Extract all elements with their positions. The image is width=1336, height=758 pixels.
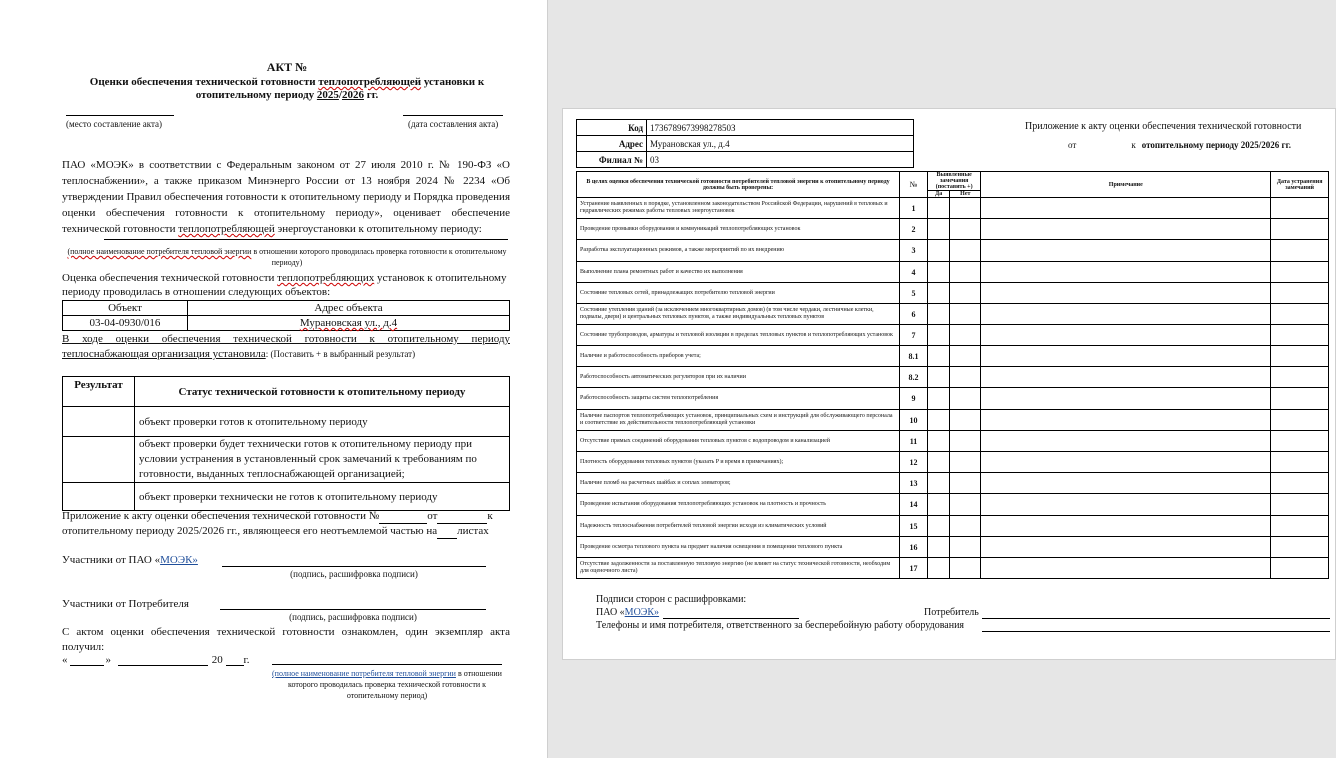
no-header: Нет [950, 191, 981, 198]
check-item-number: 13 [900, 473, 928, 494]
check-date-cell[interactable] [1271, 431, 1329, 452]
check-date-cell[interactable] [1271, 367, 1329, 388]
date-century: 20 [211, 654, 223, 666]
check-yes-cell[interactable] [928, 325, 950, 346]
consumer-note-a: (полное наименование потребителя тепловой энергии [67, 247, 252, 256]
check-item-number: 8.1 [900, 346, 928, 367]
check-yes-cell[interactable] [928, 431, 950, 452]
check-no-cell[interactable] [950, 516, 981, 537]
check-date-cell[interactable] [1271, 240, 1329, 262]
check-note-cell[interactable] [981, 494, 1271, 516]
check-note-cell[interactable] [981, 367, 1271, 388]
check-item-text: Работоспособность автоматических регуляторов при их наличии [577, 367, 900, 388]
checklist-row [577, 537, 1329, 558]
act-page [0, 0, 548, 758]
check-no-cell[interactable] [950, 283, 981, 304]
check-yes-cell[interactable] [928, 537, 950, 558]
num-header: № [900, 172, 928, 198]
result-mark-cell-3[interactable] [63, 483, 135, 511]
result-note: : (Поставить + в выбранный результат) [265, 349, 416, 359]
code-label: Код [577, 120, 647, 136]
check-item-text: Наличие паспортов теплопотребляющих установок, принципиальных схем и инструкций для обслуживающего персонала и соответствие их действительности теплопотребляющей установки [577, 410, 900, 431]
receipt-year-field[interactable] [226, 665, 244, 666]
note-header: Примечание [981, 172, 1271, 198]
check-date-cell[interactable] [1271, 516, 1329, 537]
check-item-text: Разработка эксплуатационных режимов, а также мероприятий по их внедрению [577, 240, 900, 262]
check-note-cell[interactable] [981, 388, 1271, 410]
object-address-cell [188, 316, 510, 331]
receipt-day-field[interactable] [70, 665, 104, 666]
branch-label: Филиал № [577, 152, 647, 168]
check-note-cell[interactable] [981, 558, 1271, 579]
check-yes-cell[interactable] [928, 240, 950, 262]
date-label: (дата составления акта) [408, 119, 499, 129]
check-item-number: 10 [900, 410, 928, 431]
date-year-suffix: г. [243, 654, 250, 666]
checklist-row [577, 262, 1329, 283]
check-date-cell[interactable] [1271, 473, 1329, 494]
check-date-cell[interactable] [1271, 198, 1329, 219]
receipt-month-field[interactable] [118, 665, 208, 666]
objects-text: Оценка обеспечения технической готовности [62, 272, 278, 284]
status-header: Статус технической готовности к отопительному периоду [135, 377, 510, 407]
check-note-cell[interactable] [981, 325, 1271, 346]
result-row [63, 483, 510, 511]
check-date-cell[interactable] [1271, 346, 1329, 367]
participants-moek-org: МОЭК» [160, 554, 198, 566]
consumer-name-note [62, 246, 512, 268]
appendix-sub-to: к [1131, 140, 1136, 150]
check-no-cell[interactable] [950, 388, 981, 410]
receipt-date-line [62, 654, 250, 666]
phones-line[interactable] [982, 631, 1330, 632]
check-item-text: Наличие пломб на расчетных шайбах и соплах элеваторов; [577, 473, 900, 494]
status-cell-3: объект проверки технически не готов к отопительному периоду [135, 483, 510, 511]
check-date-cell[interactable] [1271, 325, 1329, 346]
check-no-cell[interactable] [950, 431, 981, 452]
check-date-cell[interactable] [1271, 537, 1329, 558]
check-note-cell[interactable] [981, 452, 1271, 473]
intro-text: ПАО «МОЭК» в соответствии с Федеральным законом от 27 июля 2010 г. № 190-ФЗ «О теплоснабжении», а также приказом Минэнерго России от 13 ноября 2024 № 2234 «Об утверждении Правил обеспечения готовности к отопительному периоду и Порядка проведения оценки обеспечения готовности к отопительному периоду», оценивает обеспечение технической готовности [62, 159, 510, 235]
consumer-name-line[interactable] [104, 239, 508, 240]
check-yes-cell[interactable] [928, 219, 950, 240]
check-date-cell[interactable] [1271, 410, 1329, 431]
checklist-row [577, 367, 1329, 388]
check-yes-cell[interactable] [928, 410, 950, 431]
check-no-cell[interactable] [950, 558, 981, 579]
consumer-signature-label: (подпись, расшифровка подписи) [289, 612, 417, 622]
check-item-text: Проведение осмотра теплового пункта на предмет наличия освещения в помещении теплового пункта [577, 537, 900, 558]
check-yes-cell[interactable] [928, 494, 950, 516]
sig-moek-label: ПАО « [596, 607, 625, 618]
check-item-number: 9 [900, 388, 928, 410]
receiver-note-a: (полное наименование потребителя тепловой энергии [272, 669, 456, 678]
result-text: В ходе оценки обеспечения технической готовности к отопительному периоду теплоснабжающая организация установила [62, 333, 510, 360]
check-item-text: Проведение промывки оборудования и коммуникаций теплопотребляющих установок [577, 219, 900, 240]
appendix-text-b: от [427, 510, 438, 522]
appendix-text-a: Приложение к акту оценки обеспечения технической готовности № [62, 510, 380, 522]
receiver-line[interactable] [272, 664, 502, 665]
check-no-cell[interactable] [950, 473, 981, 494]
check-item-text: Состояние трубопроводов, арматуры и тепловой изоляции в пределах тепловых пунктов и теплопотребляющих установок [577, 325, 900, 346]
check-item-text: Состояние утепления зданий (за исключением многоквартирных домов) (в том числе чердаки, лестничные клетки, подвалы, двери) и центральных тепловых пунктов, а также индивидуальных тепловых пунктов [577, 304, 900, 325]
check-item-number: 2 [900, 219, 928, 240]
result-paragraph [62, 332, 510, 362]
appendix-number-field[interactable] [379, 523, 427, 524]
checklist-row [577, 346, 1329, 367]
check-item-text: Проведение испытания оборудования теплопотребляющих установок на плотность и прочность [577, 494, 900, 516]
check-yes-cell[interactable] [928, 452, 950, 473]
checklist-row [577, 388, 1329, 410]
check-yes-cell[interactable] [928, 304, 950, 325]
check-no-cell[interactable] [950, 240, 981, 262]
checklist-table [576, 171, 1329, 579]
receiver-note-b: в отношении которого проводилась проверка технической готовности к отопительному период) [287, 669, 502, 700]
appendix-date-field[interactable] [437, 523, 487, 524]
subtitle-text: Оценки обеспечения технической готовности [89, 76, 319, 88]
intro-spell-error: теплопотребляющей [178, 223, 275, 235]
appendix-text-d: отопительному периоду 2025/2026 гг., являющееся его неотъемлемой частью на [62, 525, 438, 537]
check-date-cell[interactable] [1271, 494, 1329, 516]
act-subtitle [62, 76, 512, 89]
check-note-cell[interactable] [981, 198, 1271, 219]
check-note-cell[interactable] [981, 219, 1271, 240]
result-table [62, 376, 510, 511]
intro-text-end: энергоустановки к отопительному периоду: [274, 223, 482, 235]
phones-label: Телефоны и имя потребителя, ответственного за бесперебойную работу оборудования [596, 620, 965, 631]
objects-text-end: установок к отопительному периоду проводилась в отношении следующих объектов: [62, 272, 507, 298]
objects-paragraph [62, 271, 512, 299]
appendix-paragraph [62, 509, 512, 539]
check-note-cell[interactable] [981, 346, 1271, 367]
checklist-row [577, 283, 1329, 304]
check-item-text: Выполнение плана ремонтных работ и качество их выполнения [577, 262, 900, 283]
date-quote-open: « [62, 654, 68, 666]
check-no-cell[interactable] [950, 304, 981, 325]
check-item-number: 6 [900, 304, 928, 325]
status-cell-1: объект проверки готов к отопительному периоду [135, 407, 510, 437]
check-item-number: 12 [900, 452, 928, 473]
check-yes-cell[interactable] [928, 198, 950, 219]
check-item-number: 1 [900, 198, 928, 219]
branch-value: 03 [647, 152, 914, 168]
check-item-number: 4 [900, 262, 928, 283]
objects-spell-error: теплопотребляющих [277, 272, 375, 284]
checklist-row [577, 240, 1329, 262]
check-no-cell[interactable] [950, 346, 981, 367]
signatures-title: Подписи сторон с расшифровками: [596, 594, 747, 605]
check-item-number: 16 [900, 537, 928, 558]
check-date-cell[interactable] [1271, 452, 1329, 473]
date-header: Дата устранения замечаний [1271, 172, 1329, 198]
check-note-cell[interactable] [981, 537, 1271, 558]
acquainted-paragraph: С актом оценки обеспечения технической готовности ознакомлен, один экземпляр акта получил: [62, 626, 510, 653]
check-item-text: Работоспособность защиты систем теплопотребления [577, 388, 900, 410]
check-item-text: Надежность теплоснабжения потребителей тепловой энергии исходя из климатических условий [577, 516, 900, 537]
check-item-text: Устранение выявленных в порядке, установленном законодательством Российской Федерации, нарушений в тепловых и гидравлических режимах работы тепловых энергоустановок [577, 198, 900, 219]
check-item-number: 17 [900, 558, 928, 579]
participants-consumer: Участники от Потребителя [62, 598, 189, 610]
check-item-number: 3 [900, 240, 928, 262]
check-item-number: 14 [900, 494, 928, 516]
year-from: 2025 [316, 89, 339, 101]
check-item-number: 5 [900, 283, 928, 304]
subtitle2-end: гг. [363, 89, 379, 101]
checklist-row [577, 494, 1329, 516]
code-value: 173678967399827850З [647, 120, 914, 136]
check-no-cell[interactable] [950, 452, 981, 473]
check-no-cell[interactable] [950, 198, 981, 219]
checklist-row [577, 410, 1329, 431]
act-subtitle-2 [62, 89, 512, 102]
checklist-row [577, 516, 1329, 537]
checklist-row [577, 558, 1329, 579]
check-no-cell[interactable] [950, 262, 981, 283]
participants-moek-label: Участники от ПАО « [62, 554, 161, 566]
object-code-cell: 03-04-0930/016 [63, 316, 188, 331]
moek-signature-label: (подпись, расшифровка подписи) [290, 569, 418, 579]
check-item-text: Отсутствие прямых соединений оборудования тепловых пунктов с водопроводом и канализацией [577, 431, 900, 452]
consumer-signature-line[interactable] [220, 609, 486, 610]
check-note-cell[interactable] [981, 262, 1271, 283]
date-line[interactable] [403, 115, 503, 116]
address-label: Адрес [577, 136, 647, 152]
participants-moek [62, 554, 198, 566]
result-header: Результат [63, 377, 135, 407]
check-item-number: 15 [900, 516, 928, 537]
check-note-cell[interactable] [981, 283, 1271, 304]
check-no-cell[interactable] [950, 494, 981, 516]
receiver-note [262, 668, 512, 701]
result-mark-cell-1[interactable] [63, 407, 135, 437]
sig-consumer-line[interactable] [982, 618, 1330, 619]
appendix-sub-period: отопительному периоду 2025/2026 гг. [1141, 140, 1291, 150]
result-mark-cell-2[interactable] [63, 437, 135, 483]
objects-header-address: Адрес объекта [188, 301, 510, 316]
consumer-note-b: в отношении которого проводилась проверка готовности к отопительному периоду) [251, 247, 507, 267]
check-yes-cell[interactable] [928, 367, 950, 388]
place-line[interactable] [66, 115, 174, 116]
appendix-page [562, 108, 1336, 660]
check-date-cell[interactable] [1271, 558, 1329, 579]
appendix-sheets-field[interactable] [437, 538, 457, 539]
appendix-sub-from: от [1068, 140, 1077, 150]
check-no-cell[interactable] [950, 410, 981, 431]
check-no-cell[interactable] [950, 367, 981, 388]
check-note-cell[interactable] [981, 240, 1271, 262]
check-item-number: 11 [900, 431, 928, 452]
check-note-cell[interactable] [981, 410, 1271, 431]
checklist-row [577, 431, 1329, 452]
check-note-cell[interactable] [981, 516, 1271, 537]
check-no-cell[interactable] [950, 219, 981, 240]
check-item-text: Плотность оборудования тепловых пунктов (указать P и время в примечаниях); [577, 452, 900, 473]
checklist-body [577, 198, 1329, 579]
result-row [63, 407, 510, 437]
check-note-cell[interactable] [981, 431, 1271, 452]
check-no-cell[interactable] [950, 537, 981, 558]
appendix-text-c: к [487, 510, 493, 522]
place-label: (место составление акта) [66, 119, 162, 129]
subtitle2-text: отопительному периоду [195, 89, 317, 101]
objects-header-object: Объект [63, 301, 188, 316]
checklist-row [577, 198, 1329, 219]
appendix-title: Приложение к акту оценки обеспечения технической готовности [1025, 121, 1302, 132]
check-yes-cell[interactable] [928, 283, 950, 304]
checklist-row [577, 304, 1329, 325]
moek-signature-line[interactable] [222, 566, 486, 567]
check-note-cell[interactable] [981, 304, 1271, 325]
check-date-cell[interactable] [1271, 388, 1329, 410]
sig-moek-line[interactable] [663, 618, 799, 619]
check-date-cell[interactable] [1271, 304, 1329, 325]
act-title: АКТ № [266, 60, 308, 74]
check-item-number: 7 [900, 325, 928, 346]
check-yes-cell[interactable] [928, 346, 950, 367]
check-yes-cell[interactable] [928, 516, 950, 537]
object-address-text: Мурановская ул., д.4 [299, 317, 398, 329]
check-item-text: Наличие и работоспособность приборов учета; [577, 346, 900, 367]
check-header: В целях оценки обеспечения технической готовности потребителей тепловой энергии к отопительному периоду должны быть проверены: [577, 172, 900, 198]
object-info-table [576, 119, 914, 168]
checklist-row [577, 325, 1329, 346]
check-item-text: Состояние тепловых сетей, принадлежащих потребителю тепловой энергии [577, 283, 900, 304]
sig-consumer-label: Потребитель [924, 607, 979, 618]
check-item-text: Отсутствие задолженности за поставленную тепловую энергию (не влияет на статус технической готовности, необходим для оценочного листа) [577, 558, 900, 579]
result-row [63, 437, 510, 483]
check-yes-cell[interactable] [928, 262, 950, 283]
subtitle-spell-error: теплопотребляющей [318, 76, 422, 88]
yes-header: Да [928, 191, 950, 198]
check-note-cell[interactable] [981, 473, 1271, 494]
date-quote-close: » [105, 654, 111, 666]
check-no-cell[interactable] [950, 325, 981, 346]
check-item-number: 8.2 [900, 367, 928, 388]
sig-moek-org: МОЭК» [624, 607, 660, 618]
intro-paragraph [62, 157, 510, 237]
year-to: 2026 [341, 89, 364, 101]
check-yes-cell[interactable] [928, 558, 950, 579]
check-date-cell[interactable] [1271, 262, 1329, 283]
sig-moek [596, 607, 659, 618]
checklist-row [577, 219, 1329, 240]
appendix-subtitle [1068, 140, 1291, 150]
check-yes-cell[interactable] [928, 388, 950, 410]
check-yes-cell[interactable] [928, 473, 950, 494]
check-date-cell[interactable] [1271, 219, 1329, 240]
year-sep: / [338, 89, 342, 101]
checklist-row [577, 452, 1329, 473]
found-header: Выявленные замечания (поставить +) [928, 172, 981, 191]
appendix-text-e: листах [457, 525, 489, 537]
address-value: Мурановская ул., д.4 [647, 136, 914, 152]
checklist-row [577, 473, 1329, 494]
objects-table [62, 300, 510, 331]
status-cell-2: объект проверки будет технически готов к отопительному периоду при условии устранения в установленный срок замечаний к требованиям по готовности, выданных теплоснабжающей организацией; [135, 437, 510, 483]
subtitle-text-end: установки к [421, 76, 485, 88]
check-date-cell[interactable] [1271, 283, 1329, 304]
